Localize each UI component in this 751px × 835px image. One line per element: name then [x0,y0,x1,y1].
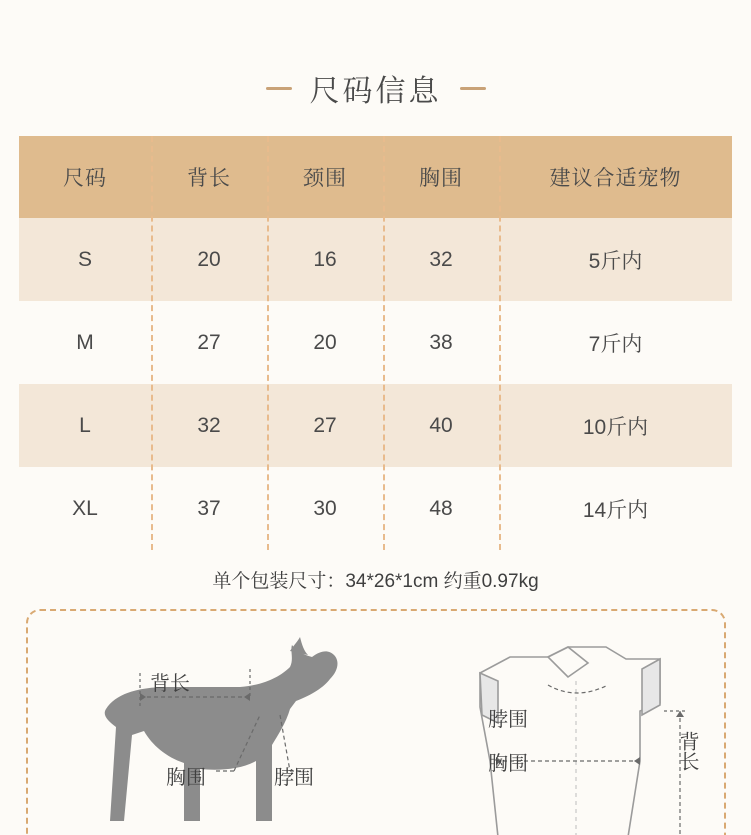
table-row [19,301,732,384]
garment-neck-label: 脖围 [488,709,528,731]
cell-size: L [19,384,151,467]
measurement-diagram [26,609,726,835]
dog-chest-label: 胸围 [166,767,206,789]
diagram-graphics [28,611,728,835]
table-row [19,467,732,550]
packaging-note: 单个包装尺寸：34*26*1cm 约重0.97kg [212,571,539,592]
cell-size: M [19,301,151,384]
title-dash-right-icon [460,87,486,90]
garment-back-length-measure-icon [664,711,688,835]
cell-chest: 32 [383,218,499,301]
cell-suggested-pet: 14斤内 [499,467,732,550]
garment-chest-label: 胸围 [488,753,528,775]
cell-chest: 48 [383,467,499,550]
column-header-size: 尺码 [19,136,151,218]
column-header-suggested-pet: 建议合适宠物 [499,136,732,218]
garment-outline-icon [480,647,660,835]
garment-neck-measure-icon [548,685,608,693]
cell-back-length: 20 [151,218,267,301]
cell-suggested-pet: 10斤内 [499,384,732,467]
cell-chest: 40 [383,384,499,467]
cell-back-length: 32 [151,384,267,467]
cell-size: XL [19,467,151,550]
dog-neck-label: 脖围 [274,767,314,789]
table-row [19,384,732,467]
column-header-back-length: 背长 [151,136,267,218]
table-header-row [19,136,732,218]
garment-back-length-label: 背长 [676,731,698,771]
cell-chest: 38 [383,301,499,384]
cell-neck: 27 [267,384,383,467]
table-row [19,218,732,301]
size-table-head [19,136,732,218]
cell-back-length: 27 [151,301,267,384]
dog-silhouette-icon [105,637,338,821]
size-table [19,136,732,550]
cell-size: S [19,218,151,301]
cell-suggested-pet: 7斤内 [499,301,732,384]
dog-back-length-label: 背长 [150,673,190,695]
page-title-row [0,66,751,110]
column-header-neck: 颈围 [267,136,383,218]
size-table-body [19,218,732,550]
page-title: 尺码信息 [309,75,442,108]
cell-back-length: 37 [151,467,267,550]
title-dash-left-icon [266,87,292,90]
cell-neck: 20 [267,301,383,384]
column-header-chest: 胸围 [383,136,499,218]
cell-neck: 30 [267,467,383,550]
cell-neck: 16 [267,218,383,301]
cell-suggested-pet: 5斤内 [499,218,732,301]
size-table-wrapper [19,136,732,550]
